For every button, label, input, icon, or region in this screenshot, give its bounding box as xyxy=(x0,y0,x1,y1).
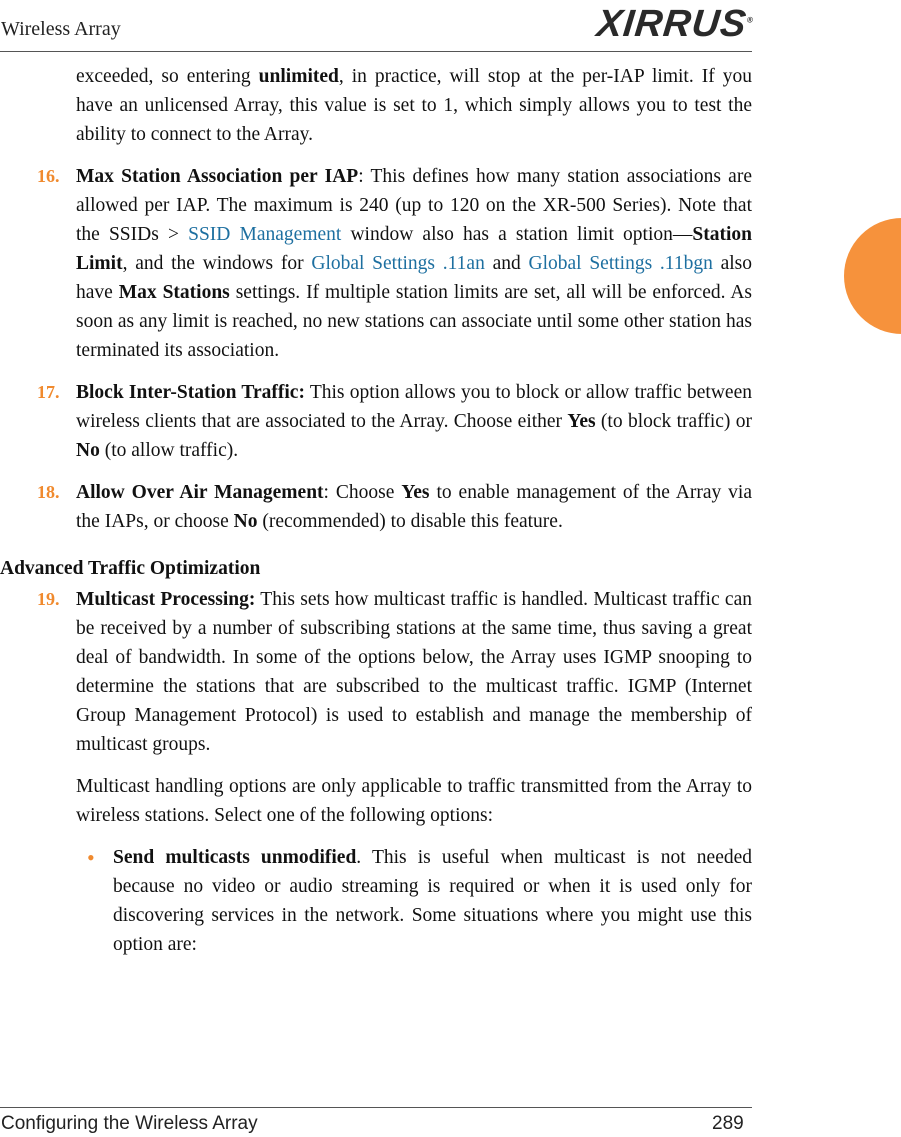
header-title: Wireless Array xyxy=(1,18,121,40)
bold-term: Station Limit xyxy=(76,224,752,274)
item-term: Allow Over Air Management xyxy=(76,482,324,503)
text: window also has a station limit option— xyxy=(341,224,693,245)
continuation-paragraph xyxy=(76,62,752,149)
link-ssid-management[interactable]: SSID Management xyxy=(188,224,342,245)
xirrus-logo xyxy=(595,3,756,46)
bullet-item xyxy=(87,843,752,959)
list-item-19 xyxy=(37,585,752,830)
item-number: 17. xyxy=(37,382,60,402)
item-number: 18. xyxy=(37,482,60,502)
bold-term: Yes xyxy=(567,411,596,432)
text: exceeded, so entering xyxy=(76,66,259,87)
item-text xyxy=(76,378,752,465)
item-number: 16. xyxy=(37,166,60,186)
link-global-settings-11bgn[interactable]: Global Settings .11bgn xyxy=(528,253,713,274)
bullet-term: Send multicasts unmodified xyxy=(113,847,357,868)
list-item-17 xyxy=(37,378,752,465)
section-heading: Advanced Traffic Optimization xyxy=(0,558,261,579)
text: . This is useful when multicast is not needed because no video or audio streaming is required or when it is used only for discovering services in the network. Some situations where you might use this option are: xyxy=(113,847,752,955)
item-term: Block Inter-Station Traffic: xyxy=(76,382,305,403)
footer-chapter-title: Configuring the Wireless Array xyxy=(1,1113,258,1134)
item-text xyxy=(76,585,752,759)
text: (to allow traffic). xyxy=(99,440,239,461)
text: This option allows you to block or allow traffic between wireless clients that are associated to the Array. Choose either xyxy=(76,382,752,432)
item-term: Max Station Association per IAP xyxy=(76,166,359,187)
registered-mark: ® xyxy=(746,15,755,25)
item-paragraph: Multicast handling options are only applicable to traffic transmitted from the Array to wireless stations. Select one of the following options: xyxy=(76,776,752,826)
bold-term: No xyxy=(233,511,258,532)
list-item-18 xyxy=(37,478,753,536)
text: also have xyxy=(76,253,752,303)
header-rule xyxy=(0,51,752,52)
text: This sets how multicast traffic is handled. Multicast traffic can be received by a number of subscribing stations at the same time, thus saving a great deal of bandwidth. In some of the options below, the Array uses IGMP snooping to determine the stations that are subscribed to the multicast traffic. IGMP (Internet Group Management Protocol) is used to establish and manage the membership of multicast groups. xyxy=(76,589,752,755)
bullet-text xyxy=(113,843,752,959)
item-text xyxy=(76,478,752,536)
text: , in practice, will stop at the per-IAP limit. If you have an unlicensed Array, this value is set to 1, which simply allows you to test the ability to connect to the Array. xyxy=(76,66,752,145)
item-number: 19. xyxy=(37,589,60,609)
text: to enable management of the Array via the IAPs, or choose xyxy=(76,482,753,532)
bullet-icon: • xyxy=(87,845,95,870)
text: settings. If multiple station limits are set, all will be enforced. As soon as any limit is reached, no new stations can associate until some other station has terminated its association. xyxy=(76,282,753,361)
item-term: Multicast Processing: xyxy=(76,589,256,610)
page-header xyxy=(0,0,755,52)
text: : Choose xyxy=(323,482,402,503)
footer-rule xyxy=(0,1107,752,1108)
text: (recommended) to disable this feature. xyxy=(257,511,563,532)
text: : This defines how many station associations are allowed per IAP. The maximum is 240 (up to 120 on the XR-500 Series). Note that the SSIDs > xyxy=(76,166,752,245)
bold-term: Max Stations xyxy=(118,282,230,303)
logo-text: XIRRUS xyxy=(594,3,749,45)
bold-term: unlimited xyxy=(258,66,339,87)
text: , and the windows for xyxy=(122,253,312,274)
chapter-tab-marker xyxy=(844,218,901,334)
page-number: 289 xyxy=(712,1113,744,1134)
link-global-settings-11an[interactable]: Global Settings .11an xyxy=(311,253,485,274)
text: (to block traffic) or xyxy=(595,411,752,432)
page-body xyxy=(0,62,752,959)
text: and xyxy=(484,253,529,274)
bold-term: Yes xyxy=(401,482,430,503)
item-text xyxy=(76,162,752,365)
bold-term: No xyxy=(76,440,100,461)
list-item-16 xyxy=(37,162,753,365)
